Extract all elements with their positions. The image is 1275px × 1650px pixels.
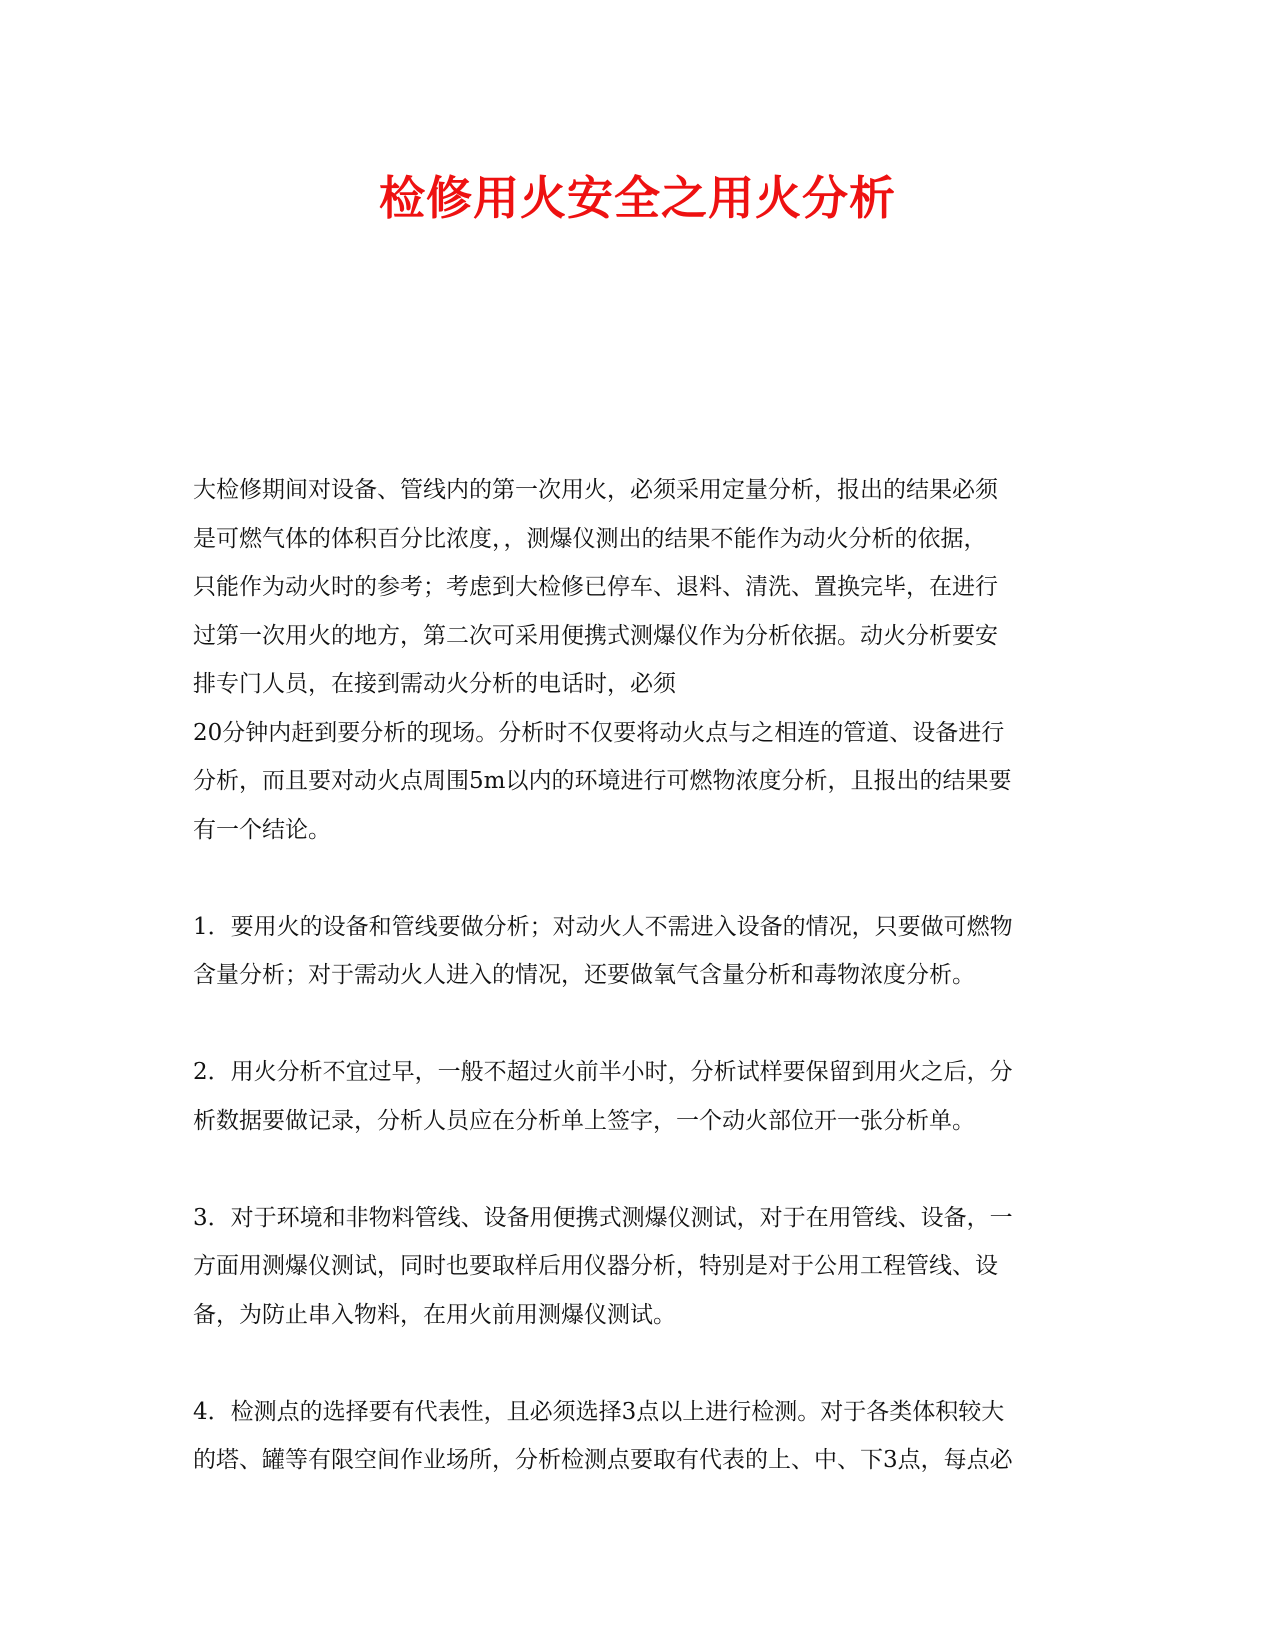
document-title: 检修用火安全之用火分析 [379, 171, 896, 225]
text-line: 备，为防止串入物料，在用火前用测爆仪测试。 [193, 1301, 676, 1328]
document-body [193, 466, 1088, 1485]
text-line: 分析，而且要对动火点周围5m以内的环境进行可燃物浓度分析，且报出的结果要 [193, 768, 1012, 794]
paragraph-spacer [193, 1339, 1088, 1388]
list-item-1 [193, 903, 1088, 1000]
text-line: 20分钟内赶到要分析的现场。分析时不仅要将动火点与之相连的管道、设备进行 [193, 719, 1005, 746]
text-line: 2．用火分析不宜过早，一般不超过火前半小时，分析试样要保留到用火之后，分 [193, 1059, 1013, 1085]
text-line: 过第一次用火的地方，第二次可采用便携式测爆仪作为分析依据。动火分析要安 [193, 622, 998, 649]
text-line: 的塔、罐等有限空间作业场所，分析检测点要取有代表的上、中、下3点，每点必 [193, 1447, 1013, 1473]
list-item-4 [193, 1388, 1088, 1485]
text-line: 大检修期间对设备、管线内的第一次用火，必须采用定量分析，报出的结果必须 [193, 477, 998, 503]
text-line: 排专门人员，在接到需动火分析的电话时，必须 [193, 671, 676, 697]
text-line: 析数据要做记录，分析人员应在分析单上签字，一个动火部位开一张分析单。 [193, 1107, 975, 1134]
list-item-2 [193, 1048, 1088, 1145]
list-item-3 [193, 1194, 1088, 1340]
text-line: 3．对于环境和非物料管线、设备用便携式测爆仪测试，对于在用管线、设备，一 [193, 1204, 1013, 1231]
text-line: 有一个结论。 [193, 816, 331, 843]
text-line: 只能作为动火时的参考；考虑到大检修已停车、退料、清洗、置换完毕，在进行 [193, 574, 998, 600]
text-line: 是可燃气体的体积百分比浓度，，测爆仪测出的结果不能作为动火分析的依据， [193, 525, 987, 552]
text-line: 含量分析；对于需动火人进入的情况，还要做氧气含量分析和毒物浓度分析。 [193, 962, 975, 988]
text-line: 方面用测爆仪测试，同时也要取样后用仪器分析，特别是对于公用工程管线、设 [193, 1253, 998, 1279]
text-line: 4．检测点的选择要有代表性，且必须选择3点以上进行检测。对于各类体积较大 [193, 1398, 1005, 1425]
intro-paragraph [193, 466, 1088, 854]
paragraph-spacer [193, 1145, 1088, 1194]
paragraph-spacer [193, 1000, 1088, 1049]
paragraph-spacer [193, 854, 1088, 903]
text-line: 1．要用火的设备和管线要做分析；对动火人不需进入设备的情况，只要做可燃物 [193, 913, 1013, 940]
